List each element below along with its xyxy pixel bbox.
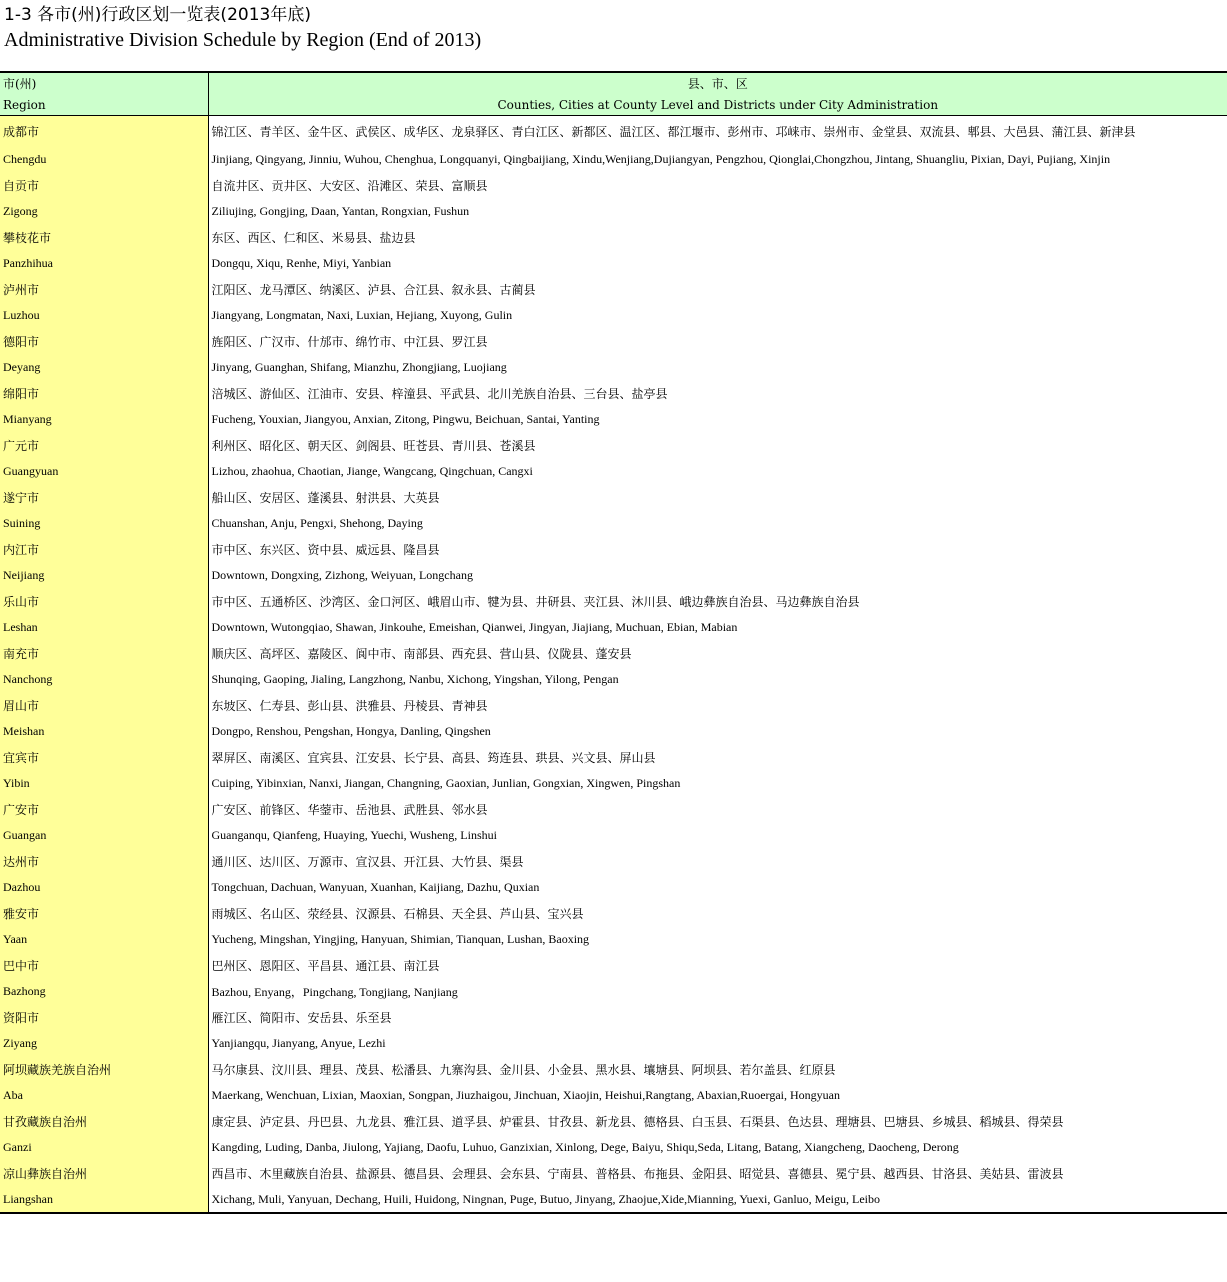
counties-cell: Ziliujing, Gongjing, Daan, Yantan, Rongxian, Fushun bbox=[208, 198, 1227, 224]
page-title-en: Administrative Division Schedule by Region (End of 2013) bbox=[4, 29, 482, 51]
table-row bbox=[0, 458, 1227, 484]
counties-cell: 雨城区、名山区、荥经县、汉源县、石棉县、天全县、芦山县、宝兴县 bbox=[208, 900, 1227, 926]
table-row bbox=[0, 146, 1227, 172]
table-row bbox=[0, 198, 1227, 224]
table-row bbox=[0, 484, 1227, 510]
region-cell: Nanchong bbox=[0, 666, 208, 692]
region-cell: 自贡市 bbox=[0, 172, 208, 198]
counties-cell: 雁江区、简阳市、安岳县、乐至县 bbox=[208, 1004, 1227, 1030]
table-row bbox=[0, 666, 1227, 692]
region-cell: Ganzi bbox=[0, 1134, 208, 1160]
counties-header-zh: 县、市、区 bbox=[208, 72, 1227, 94]
region-cell: Chengdu bbox=[0, 146, 208, 172]
table-row bbox=[0, 302, 1227, 328]
table-row bbox=[0, 1108, 1227, 1134]
counties-cell: Kangding, Luding, Danba, Jiulong, Yajiang, Daofu, Luhuo, Ganzixian, Xinlong, Dege, Baiyu, Shiqu,Seda, Litang, Batang, Xiangcheng, Daocheng, Derong bbox=[208, 1134, 1227, 1160]
table-row bbox=[0, 354, 1227, 380]
region-cell: 泸州市 bbox=[0, 276, 208, 302]
counties-cell: 东区、西区、仁和区、米易县、盐边县 bbox=[208, 224, 1227, 250]
region-cell: 凉山彝族自治州 bbox=[0, 1160, 208, 1186]
counties-cell: 康定县、泸定县、丹巴县、九龙县、雅江县、道孚县、炉霍县、甘孜县、新龙县、德格县、白玉县、石渠县、色达县、理塘县、巴塘县、乡城县、稻城县、得荣县 bbox=[208, 1108, 1227, 1134]
counties-cell: 市中区、东兴区、资中县、威远县、隆昌县 bbox=[208, 536, 1227, 562]
region-cell: Panzhihua bbox=[0, 250, 208, 276]
counties-cell: Jiangyang, Longmatan, Naxi, Luxian, Hejiang, Xuyong, Gulin bbox=[208, 302, 1227, 328]
table-row bbox=[0, 510, 1227, 536]
table-row bbox=[0, 172, 1227, 198]
region-cell: Meishan bbox=[0, 718, 208, 744]
counties-cell: 利州区、昭化区、朝天区、剑阁县、旺苍县、青川县、苍溪县 bbox=[208, 432, 1227, 458]
counties-cell: Dongpo, Renshou, Pengshan, Hongya, Danling, Qingshen bbox=[208, 718, 1227, 744]
table-row bbox=[0, 250, 1227, 276]
counties-header-en: Counties, Cities at County Level and Districts under City Administration bbox=[208, 94, 1227, 116]
counties-cell: 广安区、前锋区、华蓥市、岳池县、武胜县、邻水县 bbox=[208, 796, 1227, 822]
table-row bbox=[0, 796, 1227, 822]
region-cell: Dazhou bbox=[0, 874, 208, 900]
region-cell: Zigong bbox=[0, 198, 208, 224]
region-cell: Suining bbox=[0, 510, 208, 536]
counties-cell: Jinyang, Guanghan, Shifang, Mianzhu, Zhongjiang, Luojiang bbox=[208, 354, 1227, 380]
region-cell: Bazhong bbox=[0, 978, 208, 1004]
counties-cell: Shunqing, Gaoping, Jialing, Langzhong, Nanbu, Xichong, Yingshan, Yilong, Pengan bbox=[208, 666, 1227, 692]
counties-cell: Jinjiang, Qingyang, Jinniu, Wuhou, Chenghua, Longquanyi, Qingbaijiang, Xindu,Wenjiang,Dujiangyan, Pengzhou, Qionglai,Chongzhou, Jintang, Shuangliu, Pixian, Dayi, Pujiang, Xinjin bbox=[208, 146, 1227, 172]
region-cell: 雅安市 bbox=[0, 900, 208, 926]
table-row bbox=[0, 874, 1227, 900]
counties-cell: Fucheng, Youxian, Jiangyou, Anxian, Zitong, Pingwu, Beichuan, Santai, Yanting bbox=[208, 406, 1227, 432]
table-row bbox=[0, 562, 1227, 588]
region-cell: 绵阳市 bbox=[0, 380, 208, 406]
region-cell: 广元市 bbox=[0, 432, 208, 458]
table-row bbox=[0, 744, 1227, 770]
table-row bbox=[0, 900, 1227, 926]
table-row bbox=[0, 1160, 1227, 1186]
region-cell: 甘孜藏族自治州 bbox=[0, 1108, 208, 1134]
region-cell: 成都市 bbox=[0, 116, 208, 147]
table-row bbox=[0, 848, 1227, 874]
region-cell: Deyang bbox=[0, 354, 208, 380]
table-row bbox=[0, 1056, 1227, 1082]
table-row bbox=[0, 536, 1227, 562]
counties-cell: 市中区、五通桥区、沙湾区、金口河区、峨眉山市、犍为县、井研县、夹江县、沐川县、峨边彝族自治县、马边彝族自治县 bbox=[208, 588, 1227, 614]
region-cell: 南充市 bbox=[0, 640, 208, 666]
counties-cell: Lizhou, zhaohua, Chaotian, Jiange, Wangcang, Qingchuan, Cangxi bbox=[208, 458, 1227, 484]
counties-cell: 东坡区、仁寿县、彭山县、洪雅县、丹棱县、青神县 bbox=[208, 692, 1227, 718]
region-cell: Liangshan bbox=[0, 1186, 208, 1213]
table-row bbox=[0, 406, 1227, 432]
counties-cell: Guanganqu, Qianfeng, Huaying, Yuechi, Wusheng, Linshui bbox=[208, 822, 1227, 848]
table-row bbox=[0, 1030, 1227, 1056]
region-cell: 阿坝藏族羌族自治州 bbox=[0, 1056, 208, 1082]
counties-cell: 顺庆区、高坪区、嘉陵区、阆中市、南部县、西充县、营山县、仪陇县、蓬安县 bbox=[208, 640, 1227, 666]
counties-cell: Yanjiangqu, Jianyang, Anyue, Lezhi bbox=[208, 1030, 1227, 1056]
counties-cell: 巴州区、恩阳区、平昌县、通江县、南江县 bbox=[208, 952, 1227, 978]
counties-cell: 通川区、达川区、万源市、宣汉县、开江县、大竹县、渠县 bbox=[208, 848, 1227, 874]
table-row bbox=[0, 640, 1227, 666]
table-row bbox=[0, 614, 1227, 640]
table-row bbox=[0, 692, 1227, 718]
region-header-en: Region bbox=[0, 94, 208, 116]
table-row bbox=[0, 926, 1227, 952]
region-cell: Aba bbox=[0, 1082, 208, 1108]
region-cell: 巴中市 bbox=[0, 952, 208, 978]
region-cell: 内江市 bbox=[0, 536, 208, 562]
counties-cell: 自流井区、贡井区、大安区、沿滩区、荣县、富顺县 bbox=[208, 172, 1227, 198]
table-row bbox=[0, 978, 1227, 1004]
counties-cell: Xichang, Muli, Yanyuan, Dechang, Huili, Huidong, Ningnan, Puge, Butuo, Jinyang, Zhaojue,Xide,Mianning, Yuexi, Ganluo, Meigu, Leibo bbox=[208, 1186, 1227, 1213]
table-row bbox=[0, 224, 1227, 250]
table-row bbox=[0, 588, 1227, 614]
division-table bbox=[0, 71, 1227, 1214]
table-row bbox=[0, 116, 1227, 147]
region-cell: Yibin bbox=[0, 770, 208, 796]
region-cell: 攀枝花市 bbox=[0, 224, 208, 250]
table-row bbox=[0, 432, 1227, 458]
counties-cell: 马尔康县、汶川县、理县、茂县、松潘县、九寨沟县、金川县、小金县、黑水县、壤塘县、阿坝县、若尔盖县、红原县 bbox=[208, 1056, 1227, 1082]
table-row bbox=[0, 380, 1227, 406]
table-row bbox=[0, 1186, 1227, 1213]
region-cell: 达州市 bbox=[0, 848, 208, 874]
region-cell: 广安市 bbox=[0, 796, 208, 822]
counties-cell: Bazhou, Enyang，Pingchang, Tongjiang, Nanjiang bbox=[208, 978, 1227, 1004]
counties-cell: Chuanshan, Anju, Pengxi, Shehong, Daying bbox=[208, 510, 1227, 536]
counties-cell: 西昌市、木里藏族自治县、盐源县、德昌县、会理县、会东县、宁南县、普格县、布拖县、金阳县、昭觉县、喜德县、冕宁县、越西县、甘洛县、美姑县、雷波县 bbox=[208, 1160, 1227, 1186]
counties-cell: Cuiping, Yibinxian, Nanxi, Jiangan, Changning, Gaoxian, Junlian, Gongxian, Xingwen, Pingshan bbox=[208, 770, 1227, 796]
counties-cell: 锦江区、青羊区、金牛区、武侯区、成华区、龙泉驿区、青白江区、新都区、温江区、都江堰市、彭州市、邛崃市、崇州市、金堂县、双流县、郫县、大邑县、蒲江县、新津县 bbox=[208, 116, 1227, 147]
counties-cell: 旌阳区、广汉市、什邡市、绵竹市、中江县、罗江县 bbox=[208, 328, 1227, 354]
counties-cell: Downtown, Wutongqiao, Shawan, Jinkouhe, Emeishan, Qianwei, Jingyan, Jiajiang, Muchuan, Ebian, Mabian bbox=[208, 614, 1227, 640]
counties-cell: Tongchuan, Dachuan, Wanyuan, Xuanhan, Kaijiang, Dazhu, Quxian bbox=[208, 874, 1227, 900]
region-cell: Neijiang bbox=[0, 562, 208, 588]
region-cell: 德阳市 bbox=[0, 328, 208, 354]
region-cell: Guangan bbox=[0, 822, 208, 848]
counties-cell: Yucheng, Mingshan, Yingjing, Hanyuan, Shimian, Tianquan, Lushan, Baoxing bbox=[208, 926, 1227, 952]
region-cell: 宜宾市 bbox=[0, 744, 208, 770]
region-cell: Luzhou bbox=[0, 302, 208, 328]
region-cell: Mianyang bbox=[0, 406, 208, 432]
region-cell: 遂宁市 bbox=[0, 484, 208, 510]
region-cell: 眉山市 bbox=[0, 692, 208, 718]
table-row bbox=[0, 770, 1227, 796]
counties-cell: Dongqu, Xiqu, Renhe, Miyi, Yanbian bbox=[208, 250, 1227, 276]
table-row bbox=[0, 1134, 1227, 1160]
counties-cell: 翠屏区、南溪区、宜宾县、江安县、长宁县、高县、筠连县、珙县、兴文县、屏山县 bbox=[208, 744, 1227, 770]
table-row bbox=[0, 1082, 1227, 1108]
table-row bbox=[0, 276, 1227, 302]
counties-cell: 船山区、安居区、蓬溪县、射洪县、大英县 bbox=[208, 484, 1227, 510]
counties-cell: 涪城区、游仙区、江油市、安县、梓潼县、平武县、北川羌族自治县、三台县、盐亭县 bbox=[208, 380, 1227, 406]
counties-cell: Downtown, Dongxing, Zizhong, Weiyuan, Longchang bbox=[208, 562, 1227, 588]
counties-cell: Maerkang, Wenchuan, Lixian, Maoxian, Songpan, Jiuzhaigou, Jinchuan, Xiaojin, Heishui,Rangtang, Abaxian,Ruoergai, Hongyuan bbox=[208, 1082, 1227, 1108]
counties-cell: 江阳区、龙马潭区、纳溪区、泸县、合江县、叙永县、古蔺县 bbox=[208, 276, 1227, 302]
table-row bbox=[0, 1004, 1227, 1030]
region-cell: Yaan bbox=[0, 926, 208, 952]
table-row bbox=[0, 718, 1227, 744]
table-row bbox=[0, 952, 1227, 978]
table-row bbox=[0, 822, 1227, 848]
region-cell: Ziyang bbox=[0, 1030, 208, 1056]
region-cell: 乐山市 bbox=[0, 588, 208, 614]
region-cell: Guangyuan bbox=[0, 458, 208, 484]
region-header-zh: 市(州) bbox=[0, 72, 208, 94]
page-title-zh: 1-3 各市(州)行政区划一览表(2013年底) bbox=[4, 5, 311, 25]
region-cell: Leshan bbox=[0, 614, 208, 640]
region-cell: 资阳市 bbox=[0, 1004, 208, 1030]
table-row bbox=[0, 328, 1227, 354]
table-body bbox=[0, 116, 1227, 1214]
